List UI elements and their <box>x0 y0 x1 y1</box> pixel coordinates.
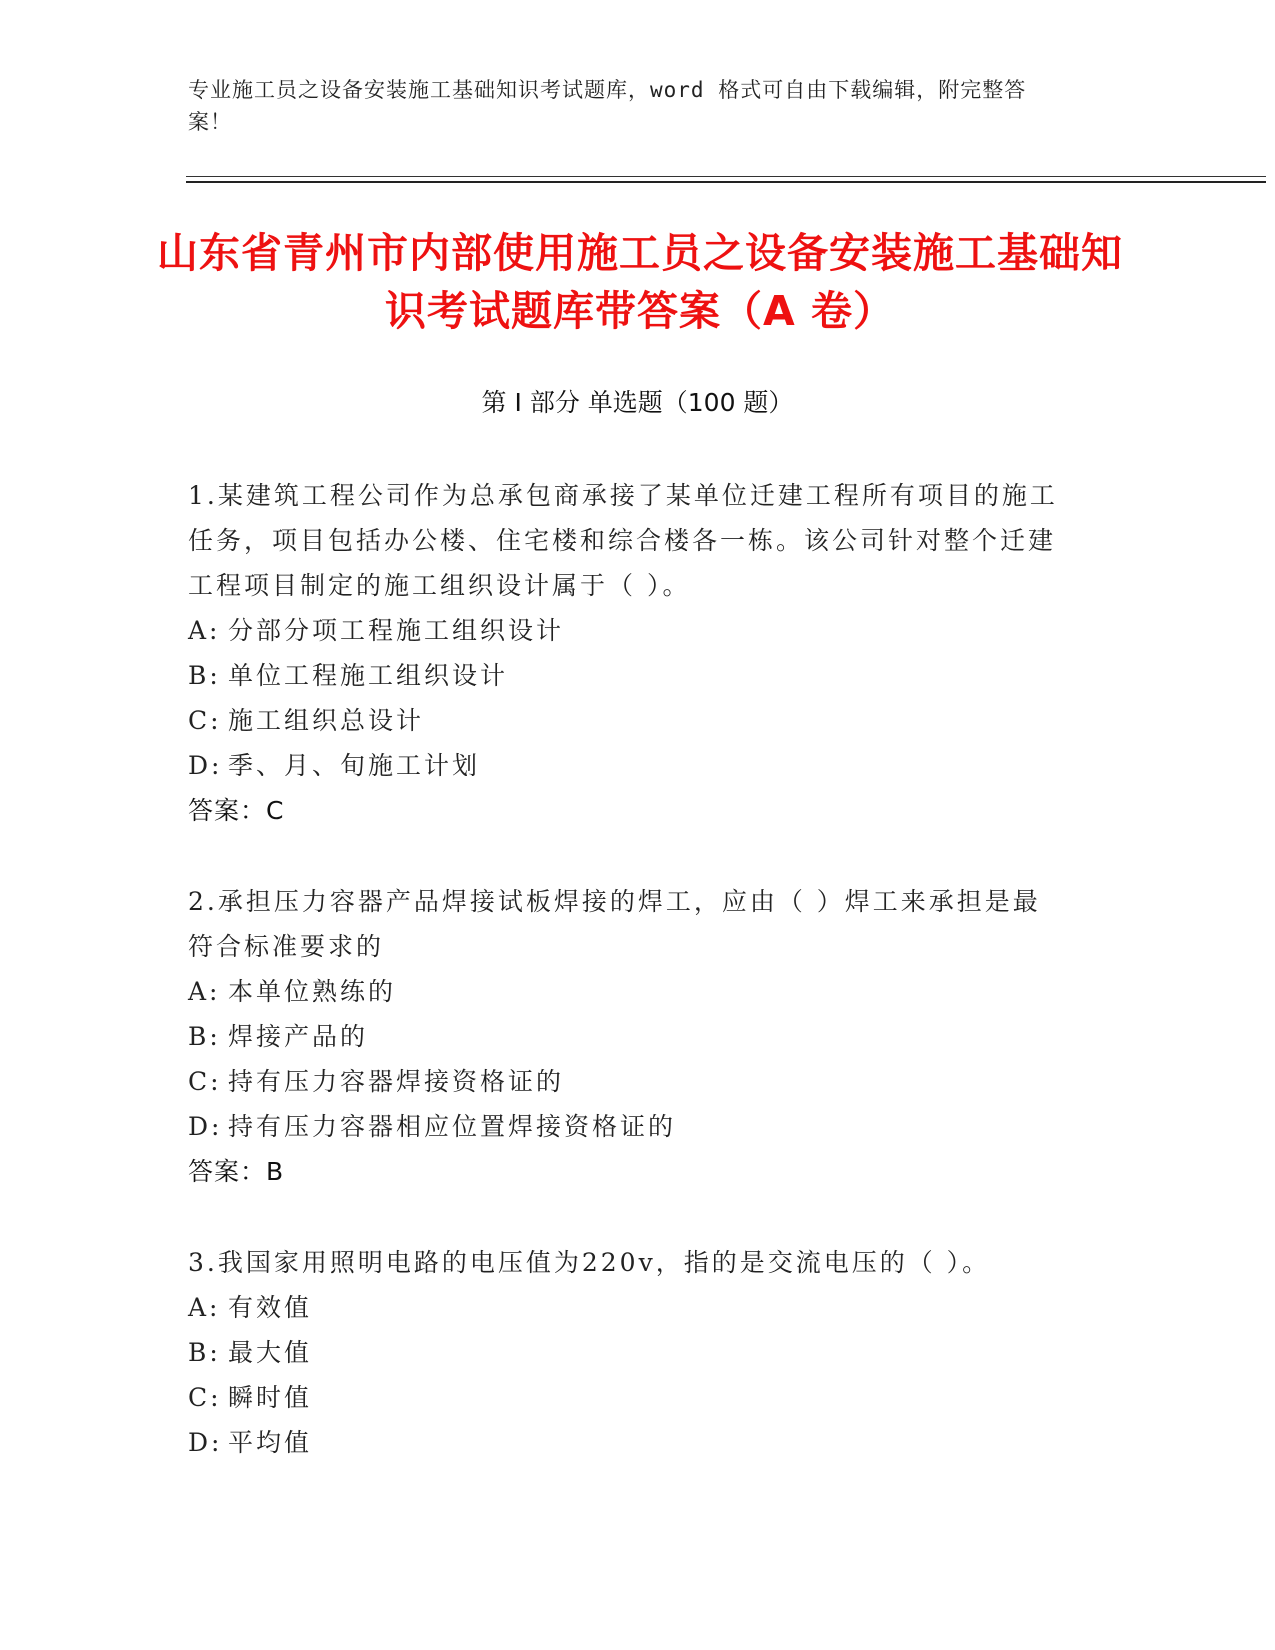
option-text: 瞬时值 <box>228 1383 313 1412</box>
option-d <box>188 1104 1068 1149</box>
section-heading: 第 I 部分 单选题（100 题） <box>481 388 794 417</box>
option-b <box>188 1330 1068 1375</box>
option-text: 分部分项工程施工组织设计 <box>228 616 565 645</box>
question-stem: 2.承担压力容器产品焊接试板焊接的焊工，应由（ ）焊工来承担是最符合标准要求的 <box>188 887 1041 961</box>
question-stem: 3.我国家用照明电路的电压值为220v，指的是交流电压的（ ）。 <box>188 1248 991 1277</box>
option-text: 焊接产品的 <box>228 1022 369 1051</box>
option-text: 平均值 <box>228 1428 313 1457</box>
option-letter: D: <box>188 751 223 780</box>
option-c <box>188 1375 1068 1420</box>
option-letter: B: <box>188 1338 221 1367</box>
question-3 <box>188 1240 1068 1465</box>
option-letter: C: <box>188 1067 222 1096</box>
option-text: 最大值 <box>228 1338 313 1367</box>
option-letter: A: <box>188 616 221 645</box>
option-c <box>188 1059 1068 1104</box>
option-d <box>188 743 1068 788</box>
option-letter: A: <box>188 1293 221 1322</box>
option-text: 施工组织总设计 <box>228 706 425 735</box>
option-letter: C: <box>188 1383 222 1412</box>
answer-line: 答案：C <box>188 796 285 825</box>
option-text: 本单位熟练的 <box>228 977 397 1006</box>
option-text: 单位工程施工组织设计 <box>228 661 509 690</box>
answer-line: 答案：B <box>188 1157 285 1186</box>
document-title: 山东省青州市内部使用施工员之设备安装施工基础知识考试题库带答案（A 卷） <box>157 229 1123 335</box>
option-letter: D: <box>188 1428 223 1457</box>
option-text: 季、月、旬施工计划 <box>228 751 481 780</box>
option-letter: B: <box>188 1022 221 1051</box>
option-text: 有效值 <box>228 1293 313 1322</box>
option-a <box>188 608 1068 653</box>
option-b <box>188 1014 1068 1059</box>
option-letter: D: <box>188 1112 223 1141</box>
option-text: 持有压力容器相应位置焊接资格证的 <box>228 1112 677 1141</box>
option-text: 持有压力容器焊接资格证的 <box>228 1067 565 1096</box>
option-d <box>188 1420 1068 1465</box>
question-stem: 1.某建筑工程公司作为总承包商承接了某单位迁建工程所有项目的施工任务，项目包括办公楼、住宅楼和综合楼各一栋。该公司针对整个迁建工程项目制定的施工组织设计属于（ ）。 <box>188 481 1058 600</box>
option-b <box>188 653 1068 698</box>
header-divider-thick <box>186 181 1266 183</box>
option-letter: A: <box>188 977 221 1006</box>
option-a <box>188 1285 1068 1330</box>
header-divider-thin <box>186 176 1266 177</box>
option-a <box>188 969 1068 1014</box>
option-letter: B: <box>188 661 221 690</box>
question-1 <box>188 473 1068 833</box>
question-2 <box>188 879 1068 1194</box>
option-letter: C: <box>188 706 222 735</box>
header-note: 专业施工员之设备安装施工基础知识考试题库，word 格式可自由下载编辑，附完整答案！ <box>188 78 1027 134</box>
option-c <box>188 698 1068 743</box>
